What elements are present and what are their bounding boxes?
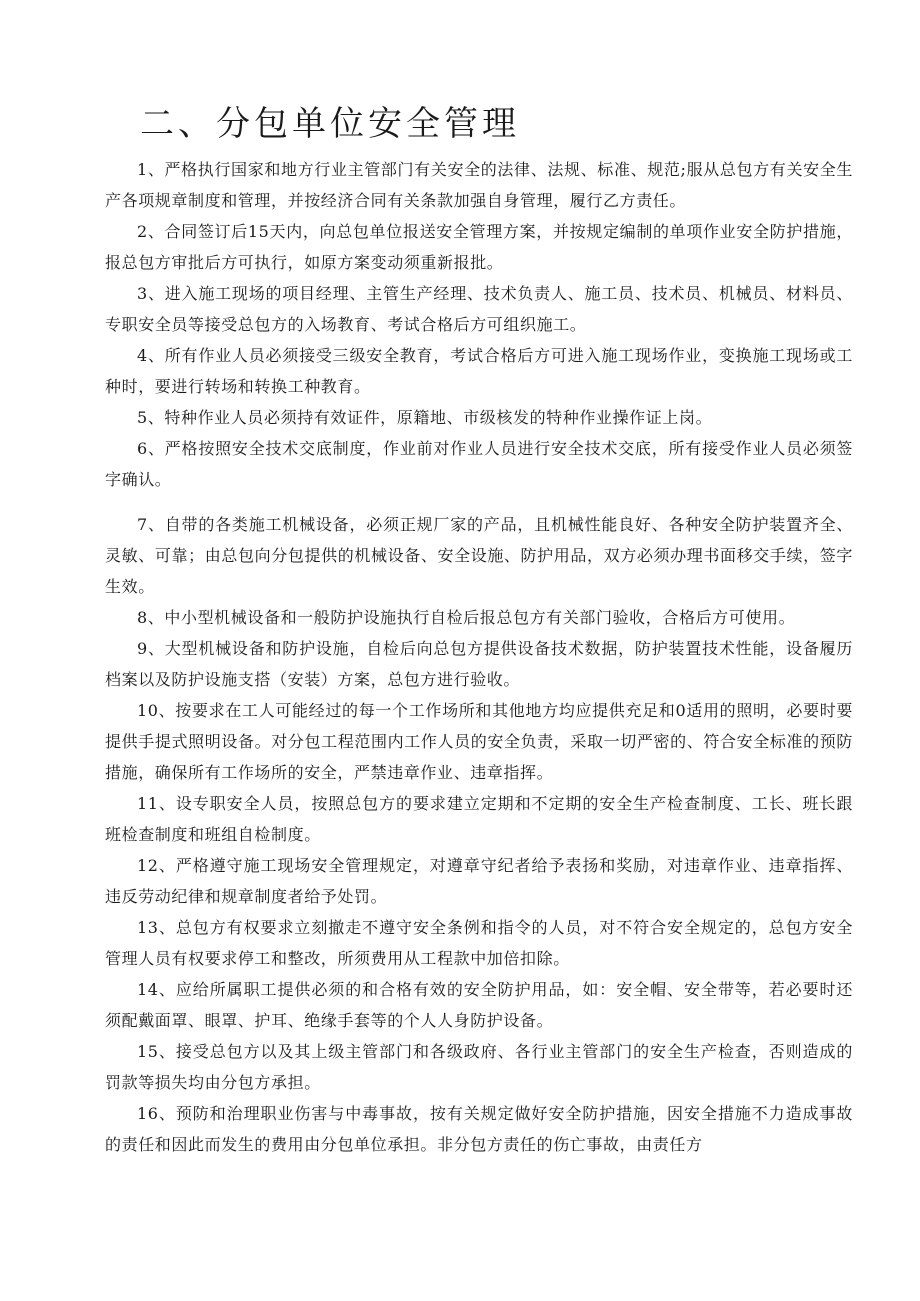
paragraph-12: 12、严格遵守施工现场安全管理规定，对遵章守纪者给予表扬和奖励，对违章作业、违章指挥、违反劳动纪律和规章制度者给予处罚。	[105, 856, 853, 906]
paragraph-4: 4、所有作业人员必须接受三级安全教育，考试合格后方可进入施工现场作业，变换施工现场或工种时，要进行转场和转换工种教育。	[105, 346, 853, 396]
paragraph-2: 2、合同签订后15天内，向总包单位报送安全管理方案，并按规定编制的单项作业安全防护措施，报总包方审批后方可执行，如原方案变动须重新报批。	[105, 222, 853, 272]
paragraph-11: 11、设专职安全人员，按照总包方的要求建立定期和不定期的安全生产检查制度、工长、班长跟班检查制度和班组自检制度。	[105, 794, 853, 844]
paragraph-8: 8、中小型机械设备和一般防护设施执行自检后报总包方有关部门验收，合格后方可使用。	[137, 608, 796, 627]
section-heading: 二、分包单位安全管理	[140, 104, 520, 144]
paragraph-13: 13、总包方有权要求立刻撤走不遵守安全条例和指令的人员，对不符合安全规定的，总包方安全管理人员有权要求停工和整改，所须费用从工程款中加倍扣除。	[105, 918, 853, 968]
document-body	[105, 154, 853, 1160]
paragraph-15: 15、接受总包方以及其上级主管部门和各级政府、各行业主管部门的安全生产检查，否则造成的罚款等损失均由分包方承担。	[105, 1042, 853, 1092]
paragraph-14: 14、应给所属职工提供必须的和合格有效的安全防护用品，如：安全帽、安全带等，若必要时还须配戴面罩、眼罩、护耳、绝缘手套等的个人人身防护设备。	[105, 980, 853, 1030]
paragraph-1: 1、严格执行国家和地方行业主管部门有关安全的法律、法规、标准、规范;服从总包方有关安全生产各项规章制度和管理，并按经济合同有关条款加强自身管理，履行乙方责任。	[105, 160, 853, 210]
paragraph-16: 16、预防和治理职业伤害与中毒事故，按有关规定做好安全防护措施，因安全措施不力造成事故的责任和因此而发生的费用由分包单位承担。非分包方责任的伤亡事故，由责任方	[105, 1104, 853, 1154]
paragraph-10: 10、按要求在工人可能经过的每一个工作场所和其他地方均应提供充足和0适用的照明，必要时要提供手提式照明设备。对分包工程范围内工作人员的安全负责，采取一切严密的、符合安全标准的预防措施，确保所有工作场所的安全，严禁违章作业、违章指挥。	[105, 701, 853, 782]
paragraph-9: 9、大型机械设备和防护设施，自检后向总包方提供设备技术数据，防护装置技术性能，设备履历档案以及防护设施支搭（安装）方案，总包方进行验收。	[105, 639, 853, 689]
paragraph-6: 6、严格按照安全技术交底制度，作业前对作业人员进行安全技术交底，所有接受作业人员必须签字确认。	[105, 439, 853, 489]
paragraph-7: 7、自带的各类施工机械设备，必须正规厂家的产品，且机械性能良好、各种安全防护装置齐全、灵敏、可靠；由总包向分包提供的机械设备、安全设施、防护用品，双方必须办理书面移交手续，签字生效。	[105, 515, 853, 596]
paragraph-5: 5、特种作业人员必须持有效证件，原籍地、市级核发的特种作业操作证上岗。	[137, 408, 713, 427]
paragraph-3: 3、进入施工现场的项目经理、主管生产经理、技术负责人、施工员、技术员、机械员、材料员、专职安全员等接受总包方的入场教育、考试合格后方可组织施工。	[105, 284, 853, 334]
